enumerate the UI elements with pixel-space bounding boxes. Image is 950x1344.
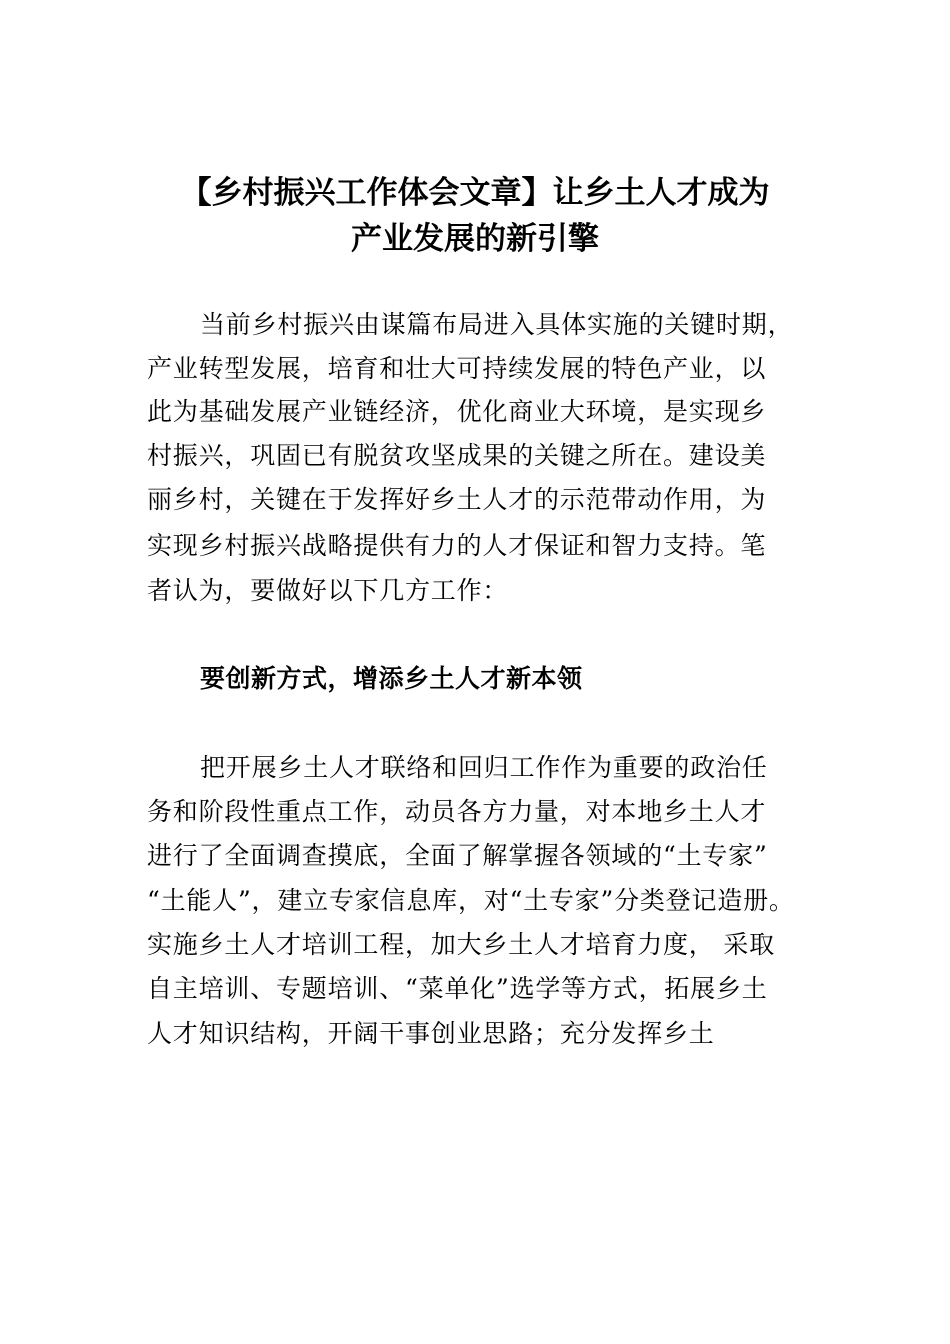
paragraph-line: 人才知识结构，开阔干事创业思路；充分发挥乡土	[147, 1019, 715, 1048]
paragraph-line: “土能人”，建立专家信息库，对“土专家”分类登记造册。	[147, 886, 795, 915]
paragraph-line: 丽乡村，关键在于发挥好乡土人才的示范带动作用，为	[147, 485, 767, 514]
title-line-1: 【乡村振兴工作体会文章】让乡土人才成为	[180, 175, 770, 211]
paragraph-line: 实施乡土人才培训工程，加大乡土人才培育力度， 采取	[147, 930, 775, 959]
paragraph-line: 进行了全面调查摸底，全面了解掌握各领域的“土专家”	[147, 841, 768, 870]
paragraph-line: 实现乡村振兴战略提供有力的人才保证和智力支持。笔	[147, 531, 767, 560]
paragraph-line: 此为基础发展产业链经济，优化商业大环境，是实现乡	[147, 397, 767, 426]
title-line-2: 产业发展的新引擎	[351, 221, 599, 257]
paragraph-line: 务和阶段性重点工作，动员各方力量，对本地乡土人才	[147, 797, 767, 826]
document-title	[100, 170, 850, 262]
paragraph-line: 者认为，要做好以下几方工作：	[147, 576, 509, 605]
paragraph-line: 把开展乡土人才联络和回归工作作为重要的政治任	[200, 753, 768, 782]
paragraph-line: 自主培训、专题培训、“菜单化”选学等方式，拓展乡土	[147, 974, 768, 1003]
paragraph-line: 当前乡村振兴由谋篇布局进入具体实施的关键时期，	[200, 310, 794, 339]
paragraph-line: 产业转型发展，培育和壮大可持续发展的特色产业，以	[147, 354, 767, 383]
paragraph-line: 村振兴，巩固已有脱贫攻坚成果的关键之所在。建设美	[147, 441, 767, 470]
section-heading: 要创新方式，增添乡土人才新本领	[200, 664, 583, 693]
